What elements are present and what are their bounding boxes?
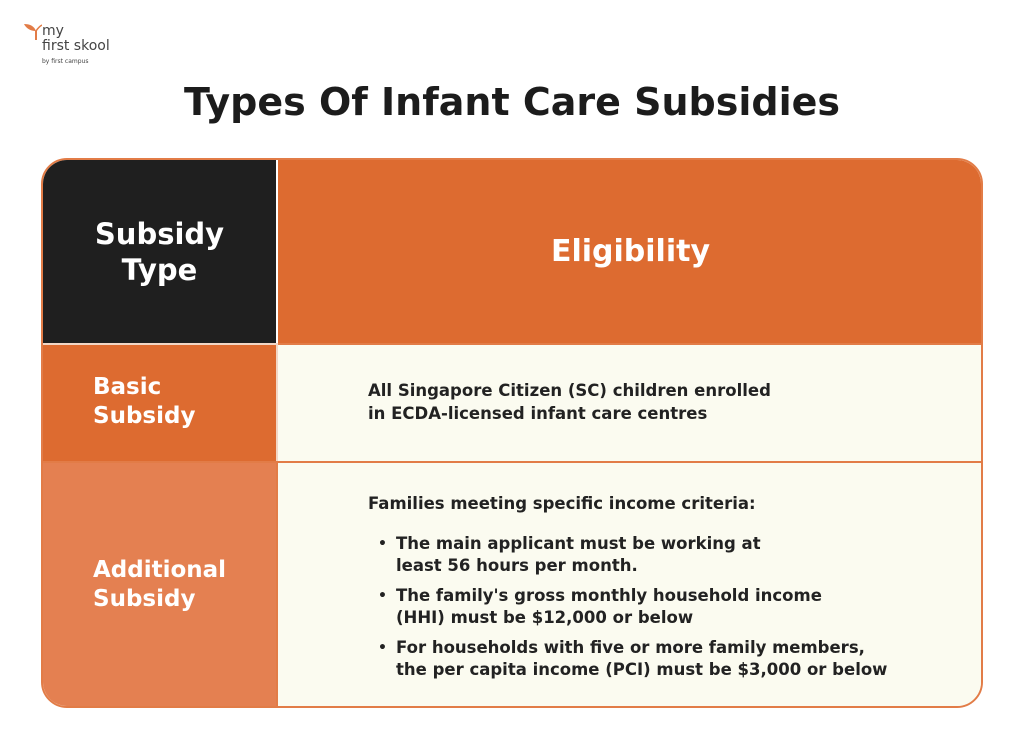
bullet-icon: • [378, 640, 387, 656]
criteria-2-line2: (HHI) must be $12,000 or below [396, 608, 694, 627]
criteria-3-line2: the per capita income (PCI) must be $3,000 or below [396, 660, 888, 679]
basic-eligibility-line1: All Singapore Citizen (SC) children enrolled [368, 381, 771, 400]
criteria-3-line1: For households with five or more family members, [396, 638, 865, 657]
criteria-2-line1: The family's gross monthly household income [396, 586, 822, 605]
subsidy-table [41, 158, 983, 708]
logo-text-by-first-campus: by first campus [42, 58, 89, 65]
header-subsidy-type-line1: Subsidy [94, 216, 225, 251]
additional-subsidy-label-line1: Additional [93, 557, 227, 583]
bullet-icon: • [378, 588, 387, 604]
additional-subsidy-label-line2: Subsidy [93, 586, 196, 612]
basic-subsidy-label-line2: Subsidy [93, 403, 196, 429]
additional-subsidy-eligibility [278, 461, 983, 708]
header-subsidy-type-line2: Type [121, 252, 198, 287]
basic-subsidy-label [43, 343, 278, 461]
basic-subsidy-eligibility [278, 343, 983, 461]
header-eligibility: Eligibility [278, 160, 983, 343]
criteria-list [368, 533, 983, 681]
bullet-icon: • [378, 536, 387, 552]
page-title: Types Of Infant Care Subsidies [183, 80, 841, 125]
sprout-icon [20, 22, 42, 40]
basic-eligibility-line2: in ECDA-licensed infant care centres [368, 404, 708, 423]
logo-text-first-skool: first skool [42, 38, 110, 54]
logo-text-my: my [42, 23, 64, 39]
basic-subsidy-label-line1: Basic [93, 374, 162, 400]
brand-logo[interactable] [20, 22, 130, 72]
criteria-1-line1: The main applicant must be working at [396, 534, 761, 553]
list-item [368, 533, 983, 577]
list-item [368, 585, 983, 629]
header-subsidy-type [43, 160, 278, 343]
list-item [368, 637, 983, 681]
additional-subsidy-label [43, 461, 278, 708]
additional-eligibility-intro: Families meeting specific income criteria: [368, 494, 756, 513]
criteria-1-line2: least 56 hours per month. [396, 556, 638, 575]
